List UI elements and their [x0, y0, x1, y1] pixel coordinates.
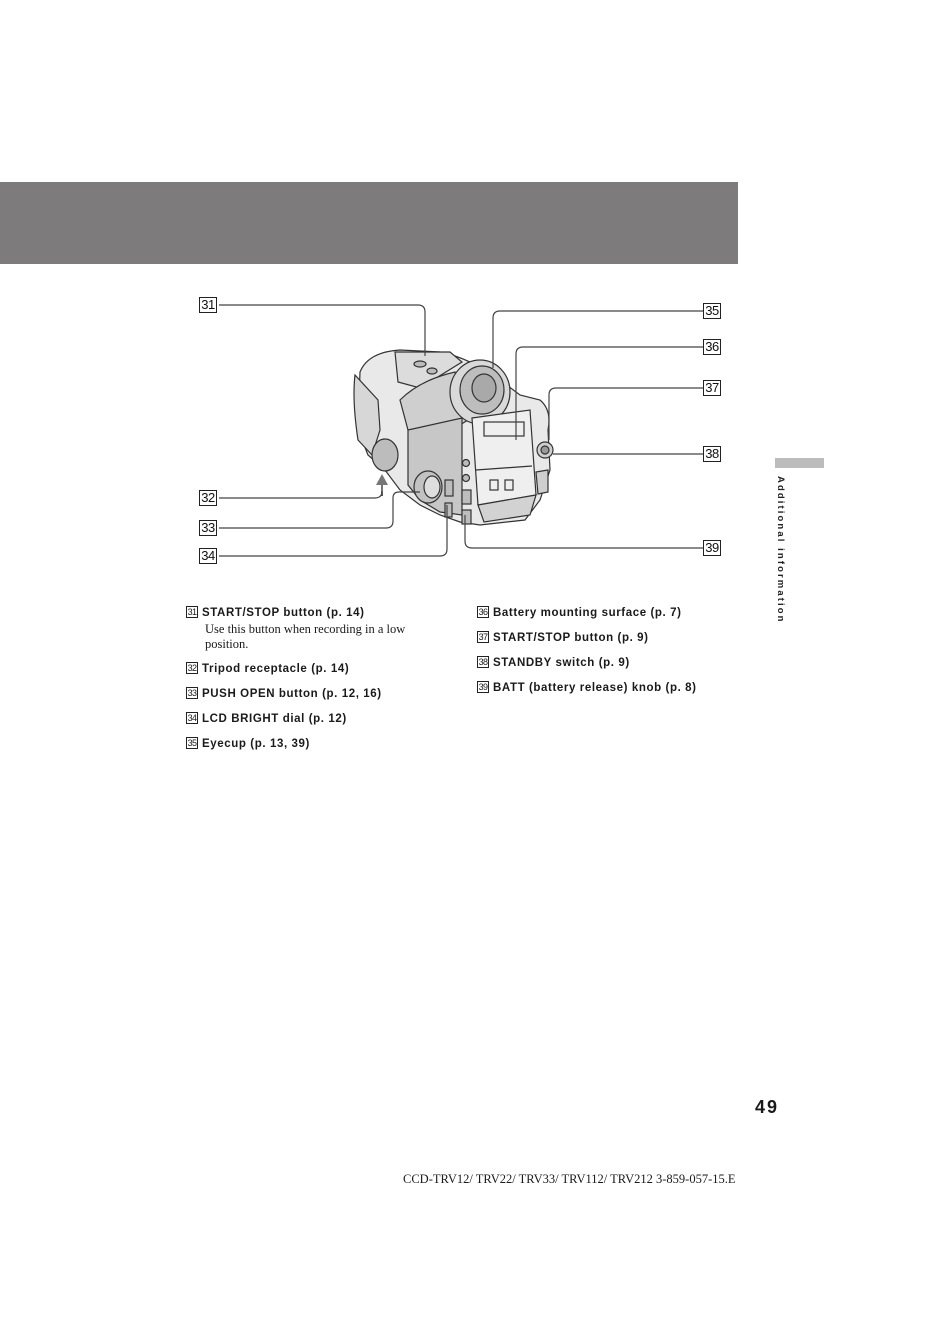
callout-31: 31 [199, 297, 217, 313]
legend-right-column [477, 603, 747, 703]
legend-number: 38 [478, 657, 488, 667]
legend-number: 36 [478, 607, 488, 617]
legend-title: START/STOP button (p. 9) [493, 632, 649, 644]
callout-38: 38 [703, 446, 721, 462]
section-header-band [0, 182, 738, 264]
legend-item [186, 684, 456, 702]
legend-item [477, 603, 747, 621]
legend-item [186, 734, 456, 752]
legend-description: Use this button when recording in a low position. [205, 622, 406, 651]
legend-title: Eyecup (p. 13, 39) [202, 738, 310, 750]
legend-item [477, 653, 747, 671]
section-side-label [770, 476, 790, 624]
legend-title: Tripod receptacle (p. 14) [202, 663, 350, 675]
callout-32: 32 [199, 490, 217, 506]
legend-number: 35 [187, 738, 197, 748]
legend-item [477, 678, 747, 696]
callout-35: 35 [703, 303, 721, 319]
callout-36: 36 [703, 339, 721, 355]
footer-model-code: CCD-TRV12/ TRV22/ TRV33/ TRV112/ TRV212 3-859-057-15.E [403, 1172, 736, 1186]
legend-left-column [186, 603, 456, 759]
legend-item [186, 709, 456, 727]
callout-37: 37 [703, 380, 721, 396]
legend-item [186, 603, 456, 652]
legend-number: 34 [187, 713, 197, 723]
legend-item [186, 659, 456, 677]
legend-number: 33 [187, 688, 197, 698]
callout-39: 39 [703, 540, 721, 556]
legend-title: LCD BRIGHT dial (p. 12) [202, 713, 347, 725]
legend-title: PUSH OPEN button (p. 12, 16) [202, 688, 382, 700]
section-side-label-text: Additional information [775, 476, 786, 624]
legend-number: 37 [478, 632, 488, 642]
section-tab-marker [775, 458, 824, 468]
legend-number: 39 [478, 682, 488, 692]
callout-34: 34 [199, 548, 217, 564]
legend-title: BATT (battery release) knob (p. 8) [493, 682, 697, 694]
page-number: 49 [755, 1097, 780, 1117]
legend-number: 32 [187, 663, 197, 673]
legend-number: 31 [187, 607, 197, 617]
legend-title: STANDBY switch (p. 9) [493, 657, 630, 669]
legend-item [477, 628, 747, 646]
legend-title: Battery mounting surface (p. 7) [493, 607, 682, 619]
callout-33: 33 [199, 520, 217, 536]
legend-title: START/STOP button (p. 14) [202, 607, 365, 619]
